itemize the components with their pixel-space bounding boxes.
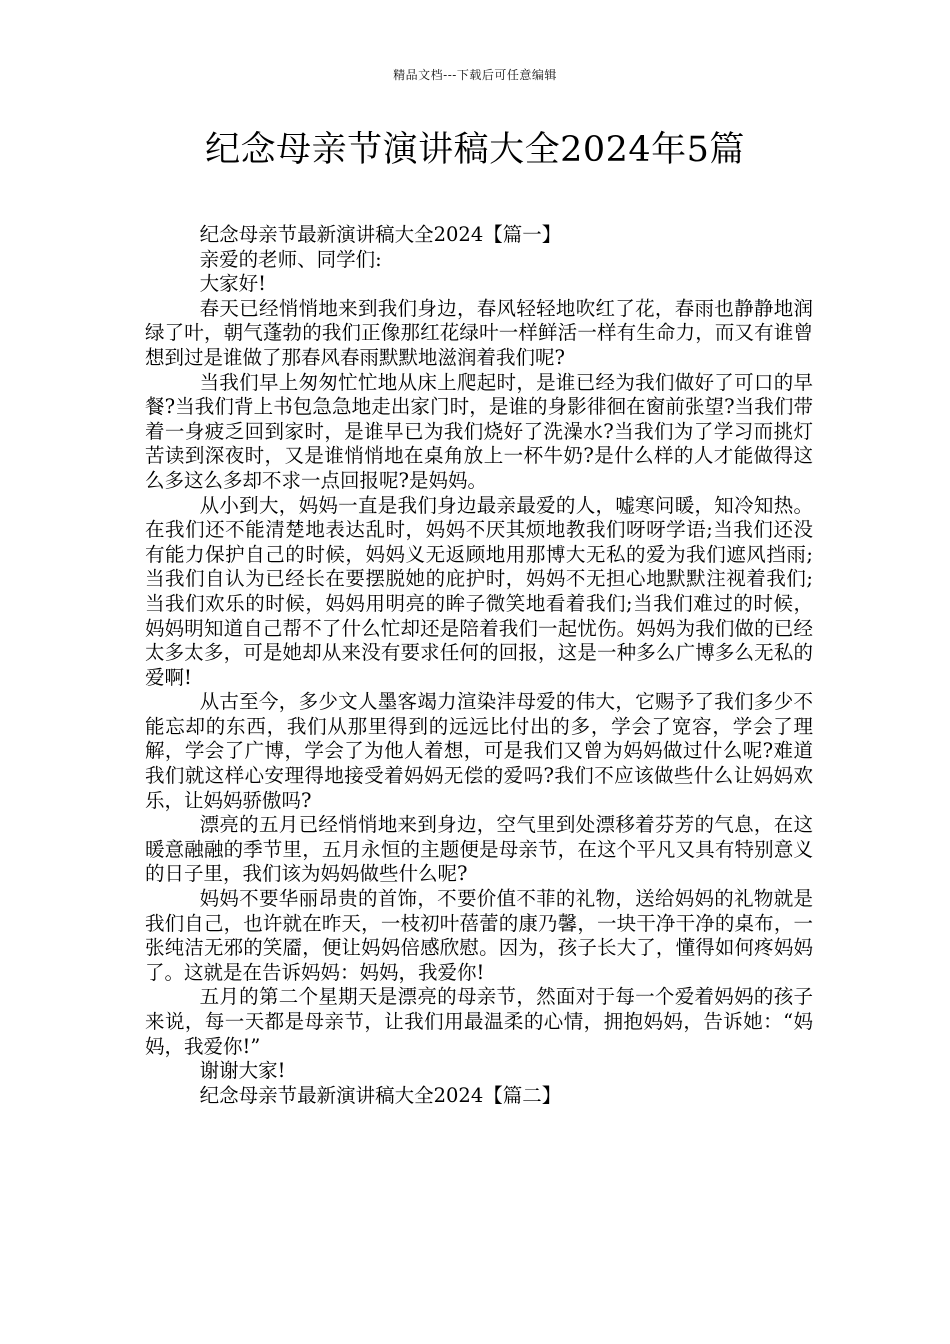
paragraph: 当我们早上匆匆忙忙地从床上爬起时，是谁已经为我们做好了可口的早餐?当我们背上书包急急地走出家门时，是谁的身影徘徊在窗前张望?当我们带着一身疲乏回到家时，是谁早已为我们烧好了洗澡水?当我们为了学习而挑灯苦读到深夜时，又是谁悄悄地在桌角放上一杯牛奶?是什么样的人才能做得这么多这么多却不求一点回报呢?是妈妈。 [145,370,813,492]
document-body [145,223,813,1108]
header-note: 精品文档---下载后可任意编辑 [393,68,557,82]
greeting: 大家好! [199,272,266,296]
paragraph: 妈妈不要华丽昂贵的首饰，不要价值不菲的礼物，送给妈妈的礼物就是我们自己，也许就在昨天，一枝初叶蓓蕾的康乃馨，一块干净干净的桌布，一张纯洁无邪的笑靥，便让妈妈倍感欣慰。因为，孩子长大了，懂得如何疼妈妈了。这就是在告诉妈妈：妈妈，我爱你! [145,887,813,984]
paragraph: 春天已经悄悄地来到我们身边，春风轻轻地吹红了花，春雨也静静地润绿了叶，朝气蓬勃的我们正像那红花绿叶一样鲜活一样有生命力，而又有谁曾想到过是谁做了那春风春雨默默地滋润着我们呢? [145,296,813,369]
document-title: 纪念母亲节演讲稿大全2024年5篇 [205,130,745,170]
section-heading: 纪念母亲节最新演讲稿大全2024【篇二】 [199,1083,562,1107]
salutation: 亲爱的老师、同学们: [199,247,382,271]
paragraph: 五月的第二个星期天是漂亮的母亲节，然面对于每一个爱着妈妈的孩子来说，每一天都是母亲节，让我们用最温柔的心情，拥抱妈妈，告诉她：“妈妈，我爱你!” [145,985,813,1058]
closing: 谢谢大家! [199,1059,286,1083]
paragraph: 从古至今，多少文人墨客竭力渲染沣母爱的伟大，它赐予了我们多少不能忘却的东西，我们从那里得到的远远比付出的多，学会了宽容，学会了理解，学会了广博，学会了为他人着想，可是我们又曾为妈妈做过什么呢?难道我们就这样心安理得地接受着妈妈无偿的爱吗?我们不应该做些什么让妈妈欢乐，让妈妈骄傲吗? [145,690,813,812]
paragraph: 从小到大，妈妈一直是我们身边最亲最爱的人，嘘寒问暖，知冷知热。在我们还不能清楚地表达乱时，妈妈不厌其烦地教我们呀呀学语;当我们还没有能力保护自己的时候，妈妈义无返顾地用那博大无私的爱为我们遮风挡雨;当我们自认为已经长在要摆脱她的庇护时，妈妈不无担心地默默注视着我们;当我们欢乐的时候，妈妈用明亮的眸子微笑地看着我们;当我们难过的时候，妈妈明知道自己帮不了什么忙却还是陪着我们一起忧伤。妈妈为我们做的已经太多太多，可是她却从来没有要求任何的回报，这是一种多么广博多么无私的爱啊! [145,493,813,689]
paragraph: 漂亮的五月已经悄悄地来到身边，空气里到处漂移着芬芳的气息，在这暖意融融的季节里，五月永恒的主题便是母亲节，在这个平凡又具有特别意义的日子里，我们该为妈妈做些什么呢? [145,813,813,886]
section-heading: 纪念母亲节最新演讲稿大全2024【篇一】 [199,223,562,246]
